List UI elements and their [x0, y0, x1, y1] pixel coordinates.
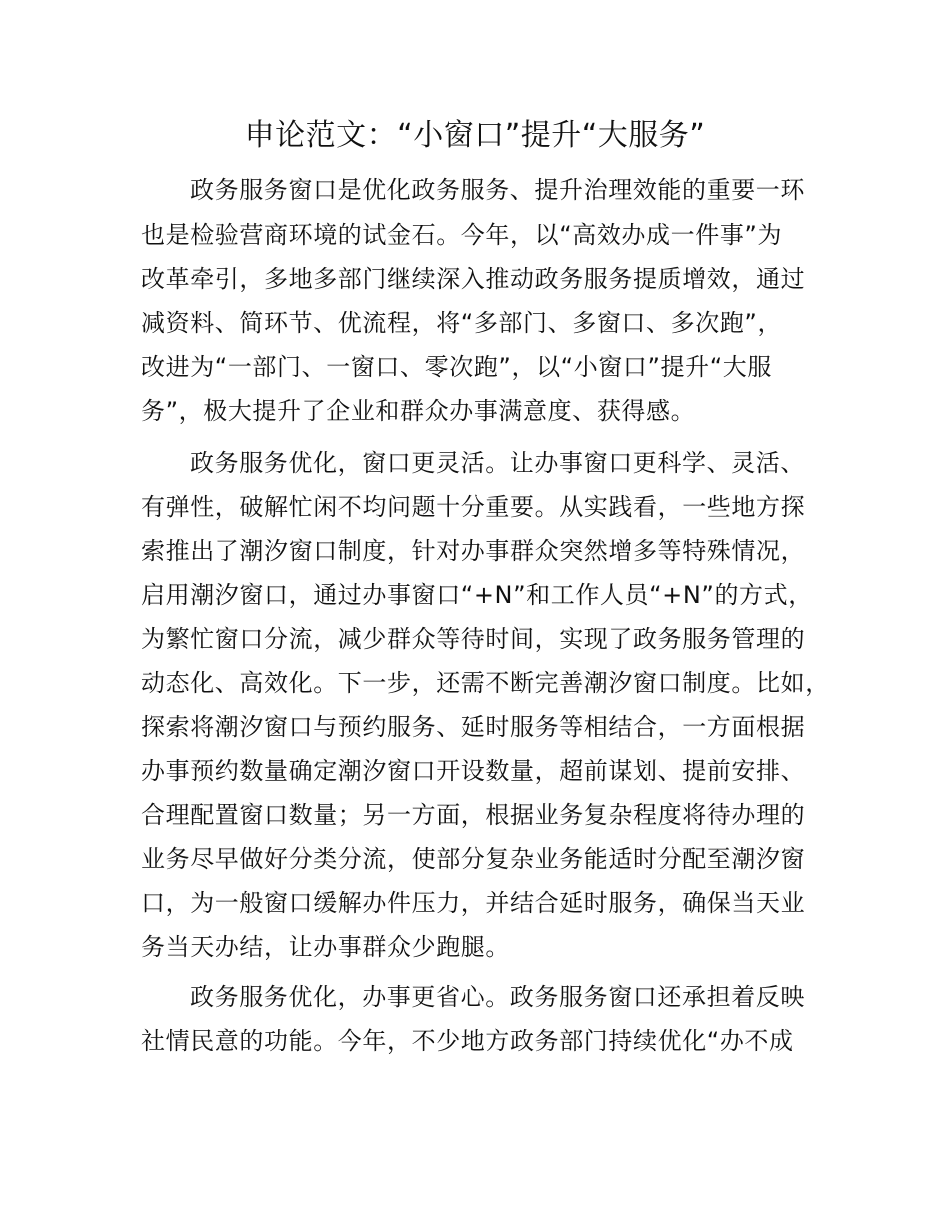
paragraph-2-line-5: 为繁忙窗口分流，减少群众等待时间，实现了政务服务管理的 — [141, 625, 806, 653]
paragraph-2-line-11: 口，为一般窗口缓解办件压力，并结合延时服务，确保当天业 — [141, 889, 806, 917]
paragraph-2-line-8: 办事预约数量确定潮汐窗口开设数量，超前谋划、提前安排、 — [141, 757, 806, 785]
paragraph-1-line-5: 改进为“一部门、一窗口、零次跑”，以“小窗口”提升“大服 — [141, 353, 772, 381]
paragraph-1-line-4: 减资料、简环节、优流程，将“多部门、多窗口、多次跑”， — [141, 309, 783, 337]
document-title: 申论范文：“小窗口”提升“大服务” — [244, 118, 706, 153]
paragraph-2-line-12: 务当天办结，让办事群众少跑腿。 — [141, 933, 510, 961]
paragraph-3-line-1: 政务服务优化，办事更省心。政务服务窗口还承担着反映 — [190, 983, 805, 1011]
paragraph-1-line-1: 政务服务窗口是优化政务服务、提升治理效能的重要一环 — [190, 176, 805, 204]
paragraph-2-line-9: 合理配置窗口数量；另一方面，根据业务复杂程度将待办理的 — [141, 801, 806, 829]
paragraph-1-line-2: 也是检验营商环境的试金石。今年，以“高效办成一件事”为 — [141, 221, 783, 249]
paragraph-2-line-1: 政务服务优化，窗口更灵活。让办事窗口更科学、灵活、 — [190, 449, 805, 477]
paragraph-3-line-2: 社情民意的功能。今年，不少地方政务部门持续优化“办不成 — [141, 1027, 794, 1055]
paragraph-2-line-7: 探索将潮汐窗口与预约服务、延时服务等相结合，一方面根据 — [141, 713, 806, 741]
paragraph-2-line-3: 索推出了潮汐窗口制度，针对办事群众突然增多等特殊情况， — [141, 537, 806, 565]
paragraph-2-line-10: 业务尽早做好分类分流，使部分复杂业务能适时分配至潮汐窗 — [141, 845, 806, 873]
paragraph-1-line-6: 务”，极大提升了企业和群众办事满意度、获得感。 — [141, 397, 696, 425]
paragraph-2-line-2: 有弹性，破解忙闲不均问题十分重要。从实践看，一些地方探 — [141, 493, 806, 521]
paragraph-2-line-4: 启用潮汐窗口，通过办事窗口“+N”和工作人员“+N”的方式， — [141, 581, 813, 609]
paragraph-2-line-6: 动态化、高效化。下一步，还需不断完善潮汐窗口制度。比如， — [141, 669, 830, 697]
paragraph-1-line-3: 改革牵引，多地多部门继续深入推动政务服务提质增效，通过 — [141, 265, 806, 293]
